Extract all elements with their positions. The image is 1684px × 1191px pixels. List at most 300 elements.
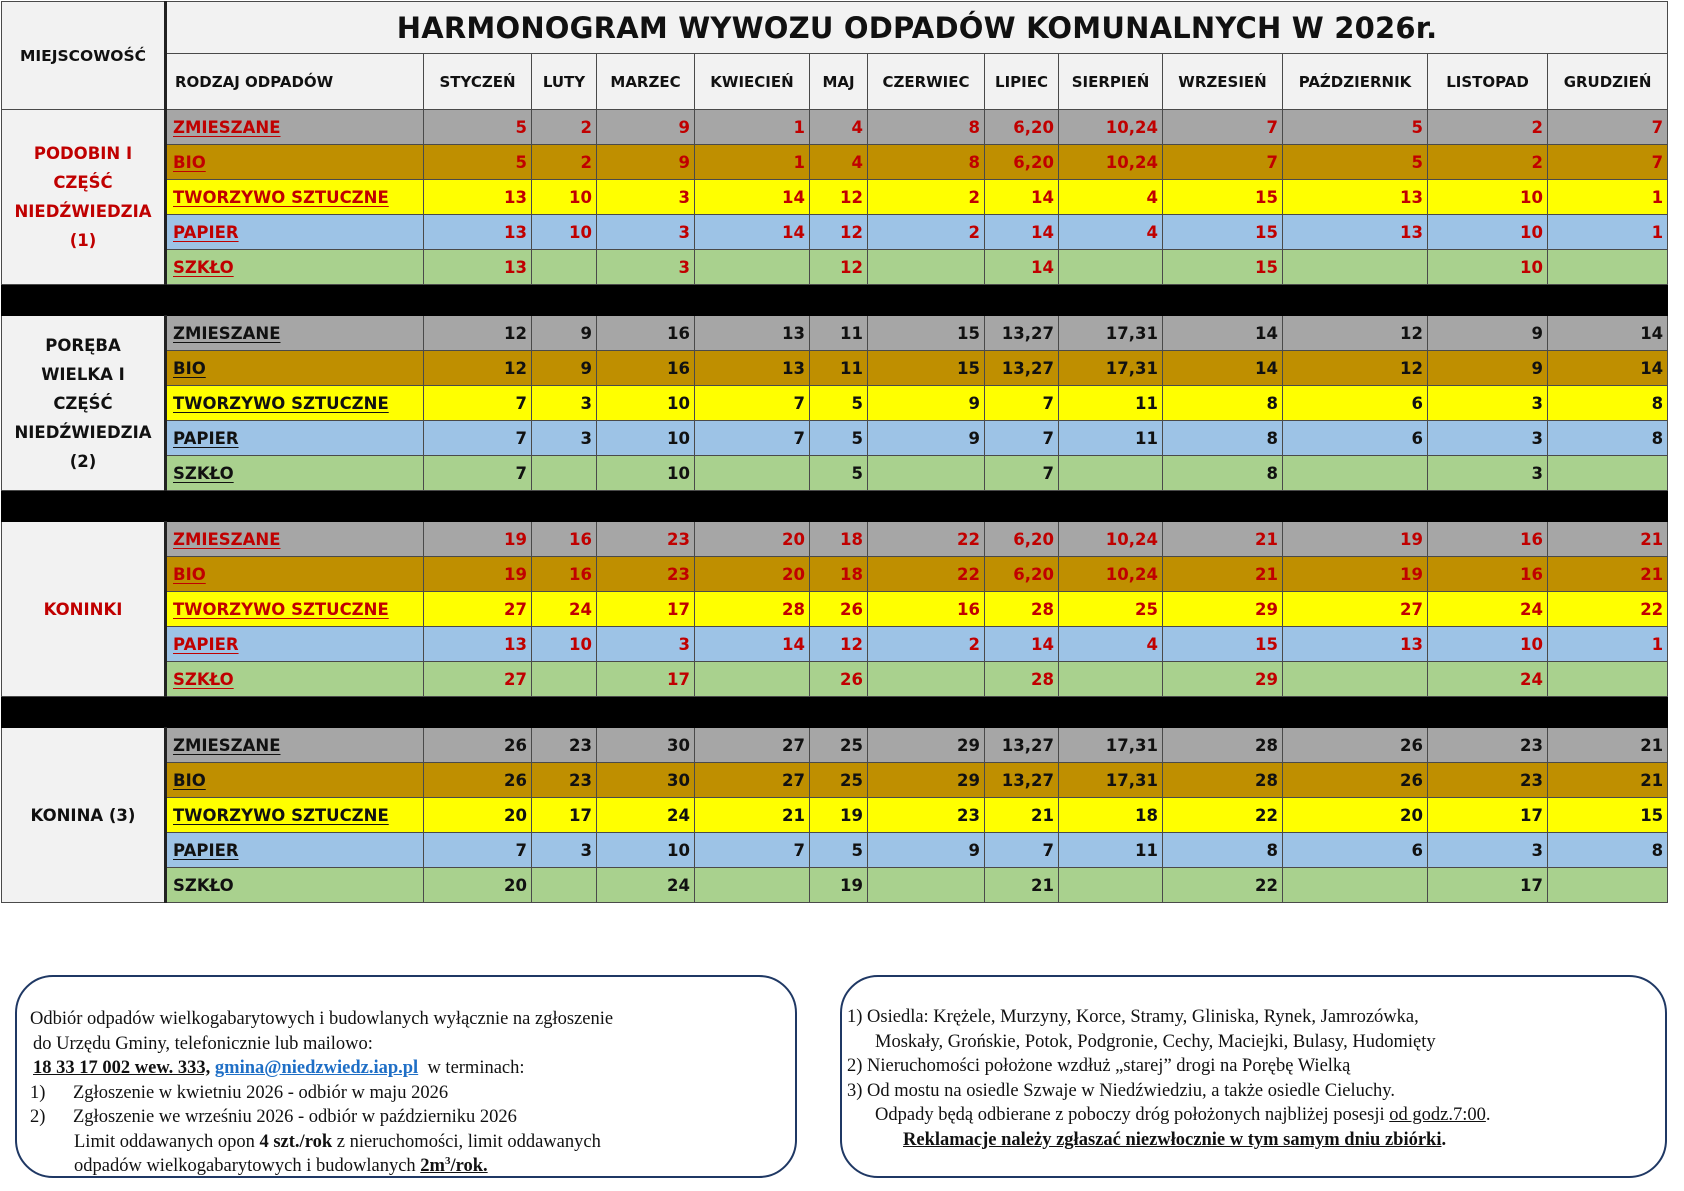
pickup-date-cell: 19 xyxy=(1283,557,1428,592)
complaints-note: Reklamacje należy zgłaszać niezwłocznie w tym samym dniu zbiórki xyxy=(903,1129,1442,1150)
pickup-date-cell: 14 xyxy=(985,180,1059,215)
schedule-row-tworzywo xyxy=(2,798,1668,833)
schedule-row-szklo xyxy=(2,868,1668,903)
pickup-date-cell: 2 xyxy=(868,215,985,250)
pickup-date-cell xyxy=(1283,456,1428,491)
pickup-date-cell: 21 xyxy=(695,798,810,833)
schedule-row-zmieszane xyxy=(2,110,1668,145)
pickup-date-cell: 20 xyxy=(424,868,532,903)
waste-type-cell xyxy=(166,763,424,798)
page-title: HARMONOGRAM WYWOZU ODPADÓW KOMUNALNYCH W 2026r. xyxy=(166,2,1668,54)
pickup-date-cell: 21 xyxy=(1548,728,1668,763)
footnote-1-continued: Moskały, Grońskie, Potok, Podgronie, Cechy, Maciejki, Bulasy, Hudomięty xyxy=(875,1031,1436,1052)
pickup-date-cell: 22 xyxy=(868,557,985,592)
pickup-date-cell: 13,27 xyxy=(985,351,1059,386)
schedule-row-papier xyxy=(2,833,1668,868)
pickup-date-cell: 19 xyxy=(424,522,532,557)
pickup-date-cell: 25 xyxy=(810,728,868,763)
month-header: WRZESIEŃ xyxy=(1163,54,1283,110)
waste-type-label: TWORZYWO SZTUCZNE xyxy=(173,187,389,207)
waste-type-cell xyxy=(166,798,424,833)
pickup-date-cell: 7 xyxy=(424,456,532,491)
pickup-date-cell: 4 xyxy=(1059,215,1163,250)
volume-unit: /rok. xyxy=(450,1156,488,1176)
pickup-date-cell: 7 xyxy=(695,421,810,456)
pickup-date-cell: 5 xyxy=(424,110,532,145)
pickup-date-cell: 19 xyxy=(424,557,532,592)
waste-type-label: TWORZYWO SZTUCZNE xyxy=(173,393,389,413)
pickup-date-cell xyxy=(695,456,810,491)
pickup-date-cell: 27 xyxy=(695,763,810,798)
schedule-row-tworzywo xyxy=(2,180,1668,215)
notice-line: Odbiór odpadów wielkogabarytowych i budowlanych wyłącznie na zgłoszenie xyxy=(30,1009,614,1029)
bulky-waste-notice xyxy=(15,975,797,1178)
pickup-date-cell: 8 xyxy=(1163,456,1283,491)
pickup-date-cell xyxy=(695,662,810,697)
pickup-date-cell: 28 xyxy=(695,592,810,627)
pickup-date-cell: 9 xyxy=(1428,316,1548,351)
waste-type-label: PAPIER xyxy=(173,428,239,448)
pickup-date-cell: 10,24 xyxy=(1059,110,1163,145)
waste-type-label: ZMIESZANE xyxy=(173,117,281,137)
pickup-date-cell: 23 xyxy=(1428,763,1548,798)
list-item: Zgłoszenie we wrześniu 2026 - odbiór w październiku 2026 xyxy=(73,1107,517,1127)
pickup-date-cell xyxy=(532,662,597,697)
waste-type-cell xyxy=(166,592,424,627)
waste-type-label: BIO xyxy=(173,770,206,790)
month-header-row xyxy=(2,54,1668,110)
schedule-body xyxy=(2,110,1668,903)
schedule-row-tworzywo xyxy=(2,386,1668,421)
pickup-date-cell: 4 xyxy=(1059,627,1163,662)
pickup-date-cell: 15 xyxy=(1163,250,1283,285)
pickup-date-cell: 15 xyxy=(868,316,985,351)
schedule-row-bio xyxy=(2,351,1668,386)
pickup-date-cell: 14 xyxy=(1163,351,1283,386)
pickup-date-cell: 2 xyxy=(868,627,985,662)
month-header: KWIECIEŃ xyxy=(695,54,810,110)
pickup-date-cell: 13 xyxy=(695,351,810,386)
month-header: GRUDZIEŃ xyxy=(1548,54,1668,110)
waste-type-label: SZKŁO xyxy=(173,669,234,689)
pickup-date-cell: 7 xyxy=(695,833,810,868)
pickup-date-cell: 23 xyxy=(868,798,985,833)
limit-text: z nieruchomości, limit oddawanych xyxy=(332,1131,601,1152)
limit-text: Limit oddawanych opon xyxy=(74,1131,260,1152)
phone-number: 18 33 17 002 wew. 333, xyxy=(33,1058,211,1078)
pickup-date-cell: 8 xyxy=(868,110,985,145)
month-header: MAJ xyxy=(810,54,868,110)
waste-type-cell xyxy=(166,456,424,491)
waste-type-label: SZKŁO xyxy=(173,875,234,895)
waste-type-label: BIO xyxy=(173,358,206,378)
pickup-date-cell: 2 xyxy=(532,110,597,145)
pickup-date-cell: 3 xyxy=(597,250,695,285)
pickup-date-cell: 23 xyxy=(1428,728,1548,763)
pickup-date-cell: 14 xyxy=(985,250,1059,285)
month-header: LIPIEC xyxy=(985,54,1059,110)
pickup-date-cell: 26 xyxy=(1283,728,1428,763)
pickup-date-cell: 24 xyxy=(597,868,695,903)
pickup-date-cell: 27 xyxy=(424,592,532,627)
pickup-date-cell: 17 xyxy=(597,662,695,697)
pickup-date-cell: 20 xyxy=(424,798,532,833)
pickup-date-cell: 5 xyxy=(424,145,532,180)
pickup-date-cell: 8 xyxy=(1163,421,1283,456)
pickup-date-cell: 26 xyxy=(424,728,532,763)
pickup-date-cell: 7 xyxy=(985,386,1059,421)
schedule-row-zmieszane xyxy=(2,316,1668,351)
pickup-date-cell: 17 xyxy=(1428,868,1548,903)
pickup-date-cell: 24 xyxy=(1428,662,1548,697)
punctuation: . xyxy=(1441,1129,1447,1150)
pickup-date-cell: 5 xyxy=(810,386,868,421)
waste-type-cell xyxy=(166,250,424,285)
pickup-date-cell: 17,31 xyxy=(1059,316,1163,351)
pickup-date-cell: 2 xyxy=(1428,145,1548,180)
pickup-date-cell: 1 xyxy=(1548,215,1668,250)
pickup-date-cell: 10,24 xyxy=(1059,522,1163,557)
pickup-date-cell: 12 xyxy=(424,351,532,386)
pickup-date-cell: 28 xyxy=(985,592,1059,627)
pickup-date-cell: 5 xyxy=(1283,110,1428,145)
pickup-date-cell: 14 xyxy=(695,180,810,215)
pickup-date-cell xyxy=(532,868,597,903)
pickup-date-cell: 7 xyxy=(424,421,532,456)
schedule-row-tworzywo xyxy=(2,592,1668,627)
location-name: KONINKI xyxy=(2,522,166,697)
pickup-date-cell xyxy=(1548,250,1668,285)
pickup-date-cell: 24 xyxy=(532,592,597,627)
pickup-date-cell: 14 xyxy=(695,627,810,662)
pickup-date-cell xyxy=(868,868,985,903)
pickup-date-cell: 3 xyxy=(532,833,597,868)
pickup-date-cell: 9 xyxy=(868,386,985,421)
pickup-date-cell: 10 xyxy=(1428,627,1548,662)
pickup-date-cell: 11 xyxy=(1059,833,1163,868)
pickup-date-cell: 10 xyxy=(597,421,695,456)
pickup-date-cell: 26 xyxy=(810,592,868,627)
section-separator xyxy=(2,285,1668,316)
pickup-date-cell: 12 xyxy=(810,627,868,662)
waste-type-label: SZKŁO xyxy=(173,257,234,277)
pickup-date-cell: 16 xyxy=(868,592,985,627)
pickup-date-cell xyxy=(1059,868,1163,903)
notice-line: w terminach: xyxy=(427,1058,525,1078)
pickup-date-cell xyxy=(1548,868,1668,903)
section-separator xyxy=(2,491,1668,522)
pickup-date-cell: 23 xyxy=(532,763,597,798)
pickup-date-cell: 10 xyxy=(532,627,597,662)
pickup-date-cell: 9 xyxy=(1428,351,1548,386)
list-number: 1) xyxy=(30,1082,46,1103)
pickup-date-cell: 12 xyxy=(424,316,532,351)
waste-type-cell xyxy=(166,662,424,697)
pickup-date-cell: 12 xyxy=(810,215,868,250)
pickup-date-cell: 7 xyxy=(1548,145,1668,180)
location-name: PORĘBA WIELKA I CZĘŚĆ NIEDŹWIEDZIA (2) xyxy=(2,316,166,491)
location-name: KONINA (3) xyxy=(2,728,166,903)
waste-type-cell xyxy=(166,833,424,868)
pickup-date-cell: 13,27 xyxy=(985,728,1059,763)
volume-value: 2m xyxy=(420,1156,445,1176)
pickup-date-cell xyxy=(695,250,810,285)
pickup-date-cell: 8 xyxy=(868,145,985,180)
pickup-date-cell: 29 xyxy=(1163,662,1283,697)
waste-type-label: SZKŁO xyxy=(173,463,234,483)
waste-type-cell xyxy=(166,522,424,557)
pickup-date-cell: 14 xyxy=(985,627,1059,662)
pickup-date-cell: 9 xyxy=(597,110,695,145)
pickup-date-cell: 12 xyxy=(810,250,868,285)
month-header: SIERPIEŃ xyxy=(1059,54,1163,110)
pickup-date-cell: 30 xyxy=(597,763,695,798)
pickup-date-cell: 27 xyxy=(1283,592,1428,627)
pickup-date-cell: 21 xyxy=(1163,522,1283,557)
pickup-date-cell: 3 xyxy=(532,386,597,421)
month-header: MARZEC xyxy=(597,54,695,110)
pickup-date-cell xyxy=(1548,662,1668,697)
pickup-date-cell xyxy=(1059,662,1163,697)
pickup-date-cell: 2 xyxy=(1428,110,1548,145)
pickup-date-cell xyxy=(868,456,985,491)
pickup-date-cell: 30 xyxy=(597,728,695,763)
pickup-date-cell: 10 xyxy=(1428,215,1548,250)
pickup-date-cell: 29 xyxy=(868,728,985,763)
pickup-date-cell: 21 xyxy=(1548,763,1668,798)
pickup-date-cell xyxy=(868,250,985,285)
pickup-date-cell: 28 xyxy=(1163,728,1283,763)
location-name: PODOBIN I CZĘŚĆ NIEDŹWIEDZIA (1) xyxy=(2,110,166,285)
pickup-date-cell: 3 xyxy=(597,180,695,215)
pickup-date-cell: 29 xyxy=(868,763,985,798)
schedule-row-bio xyxy=(2,763,1668,798)
pickup-date-cell: 9 xyxy=(868,833,985,868)
pickup-date-cell: 21 xyxy=(1163,557,1283,592)
punctuation: . xyxy=(1485,1105,1491,1125)
pickup-date-cell: 12 xyxy=(1283,351,1428,386)
pickup-date-cell: 10,24 xyxy=(1059,557,1163,592)
separator-band xyxy=(2,491,1668,522)
pickup-date-cell: 19 xyxy=(1283,522,1428,557)
waste-type-label: ZMIESZANE xyxy=(173,529,281,549)
month-header: CZERWIEC xyxy=(868,54,985,110)
pickup-date-cell: 16 xyxy=(597,316,695,351)
pickup-date-cell: 3 xyxy=(1428,833,1548,868)
waste-type-label: TWORZYWO SZTUCZNE xyxy=(173,599,389,619)
pickup-date-cell: 6,20 xyxy=(985,110,1059,145)
pickup-date-cell: 11 xyxy=(810,316,868,351)
pickup-date-cell: 20 xyxy=(695,522,810,557)
month-header: LISTOPAD xyxy=(1428,54,1548,110)
pickup-date-cell: 16 xyxy=(532,557,597,592)
pickup-date-cell: 23 xyxy=(597,557,695,592)
schedule-row-szklo xyxy=(2,662,1668,697)
pickup-date-cell: 17 xyxy=(597,592,695,627)
pickup-date-cell: 8 xyxy=(1163,833,1283,868)
pickup-date-cell: 7 xyxy=(424,833,532,868)
pickup-date-cell: 4 xyxy=(810,110,868,145)
pickup-date-cell: 13 xyxy=(424,215,532,250)
pickup-date-cell: 13,27 xyxy=(985,763,1059,798)
waste-type-label: PAPIER xyxy=(173,634,239,654)
pickup-date-cell: 8 xyxy=(1163,386,1283,421)
waste-type-column-header: RODZAJ ODPADÓW xyxy=(166,54,424,110)
pickup-date-cell xyxy=(1059,456,1163,491)
pickup-date-cell: 12 xyxy=(810,180,868,215)
email-link[interactable]: gmina@niedzwiedz.iap.pl xyxy=(214,1058,419,1078)
pickup-date-cell: 5 xyxy=(810,421,868,456)
pickup-date-cell: 21 xyxy=(1548,557,1668,592)
footnotes-box xyxy=(840,975,1667,1178)
pickup-date-cell: 13 xyxy=(424,250,532,285)
location-column-header: MIEJSCOWOŚĆ xyxy=(2,2,166,110)
waste-type-cell xyxy=(166,145,424,180)
tire-limit: 4 szt./rok xyxy=(259,1131,333,1152)
schedule-row-szklo xyxy=(2,456,1668,491)
pickup-date-cell: 21 xyxy=(985,798,1059,833)
pickup-date-cell xyxy=(532,250,597,285)
pickup-date-cell: 3 xyxy=(597,215,695,250)
pickup-date-cell: 28 xyxy=(1163,763,1283,798)
section-separator xyxy=(2,697,1668,728)
waste-type-cell xyxy=(166,728,424,763)
pickup-date-cell: 6 xyxy=(1283,421,1428,456)
pickup-date-cell: 17,31 xyxy=(1059,728,1163,763)
pickup-date-cell: 9 xyxy=(532,351,597,386)
pickup-date-cell: 13 xyxy=(695,316,810,351)
volume-limit xyxy=(420,1156,487,1176)
month-header: LUTY xyxy=(532,54,597,110)
schedule-row-papier xyxy=(2,215,1668,250)
pickup-date-cell xyxy=(695,868,810,903)
waste-type-cell xyxy=(166,868,424,903)
waste-type-cell xyxy=(166,557,424,592)
pickup-date-cell xyxy=(1059,250,1163,285)
schedule-table xyxy=(1,1,1668,903)
pickup-date-cell: 9 xyxy=(868,421,985,456)
pickup-date-cell xyxy=(532,456,597,491)
waste-type-label: BIO xyxy=(173,564,206,584)
pickup-date-cell: 13 xyxy=(1283,180,1428,215)
pickup-date-cell: 10 xyxy=(1428,250,1548,285)
pickup-date-cell: 15 xyxy=(1548,798,1668,833)
pickup-date-cell: 15 xyxy=(1163,180,1283,215)
pickup-date-cell: 5 xyxy=(810,456,868,491)
pickup-date-cell: 22 xyxy=(1163,798,1283,833)
pickup-date-cell: 28 xyxy=(985,662,1059,697)
schedule-row-bio xyxy=(2,145,1668,180)
waste-type-label: TWORZYWO SZTUCZNE xyxy=(173,805,389,825)
pickup-date-cell: 6,20 xyxy=(985,145,1059,180)
pickup-date-cell: 10 xyxy=(597,456,695,491)
pickup-date-cell: 13 xyxy=(1283,215,1428,250)
pickup-date-cell: 14 xyxy=(695,215,810,250)
pickup-date-cell: 3 xyxy=(1428,386,1548,421)
pickup-date-cell: 27 xyxy=(424,662,532,697)
waste-type-label: BIO xyxy=(173,152,206,172)
pickup-date-cell: 17 xyxy=(1428,798,1548,833)
schedule-row-papier xyxy=(2,627,1668,662)
pickup-date-cell: 7 xyxy=(1163,110,1283,145)
pickup-date-cell: 22 xyxy=(868,522,985,557)
pickup-date-cell: 7 xyxy=(1548,110,1668,145)
pickup-date-cell: 7 xyxy=(695,386,810,421)
schedule-row-szklo xyxy=(2,250,1668,285)
pickup-date-cell: 7 xyxy=(985,456,1059,491)
pickup-date-cell: 13 xyxy=(424,627,532,662)
pickup-date-cell xyxy=(1548,456,1668,491)
waste-type-label: ZMIESZANE xyxy=(173,735,281,755)
pickup-date-cell: 5 xyxy=(1283,145,1428,180)
pickup-date-cell xyxy=(1283,250,1428,285)
pickup-date-cell: 15 xyxy=(868,351,985,386)
pickup-date-cell: 13 xyxy=(424,180,532,215)
pickup-date-cell: 7 xyxy=(985,421,1059,456)
pickup-date-cell: 11 xyxy=(810,351,868,386)
pickup-date-cell: 19 xyxy=(810,868,868,903)
pickup-date-cell: 1 xyxy=(695,110,810,145)
pickup-date-cell: 17,31 xyxy=(1059,763,1163,798)
footnote-3: 3) Od mostu na osiedle Szwaje w Niedźwiedziu, a także osiedle Cieluchy. xyxy=(847,1080,1395,1101)
schedule-row-zmieszane xyxy=(2,728,1668,763)
pickup-date-cell: 18 xyxy=(810,557,868,592)
volume-exponent: 3 xyxy=(444,1154,451,1167)
pickup-date-cell: 5 xyxy=(810,833,868,868)
pickup-date-cell: 12 xyxy=(1283,316,1428,351)
pickup-date-cell: 9 xyxy=(532,316,597,351)
pickup-date-cell: 21 xyxy=(985,868,1059,903)
pickup-date-cell: 10 xyxy=(1428,180,1548,215)
pickup-date-cell: 16 xyxy=(1428,522,1548,557)
pickup-date-cell: 26 xyxy=(1283,763,1428,798)
pickup-date-cell: 14 xyxy=(1163,316,1283,351)
pickup-date-cell: 6 xyxy=(1283,833,1428,868)
schedule-row-papier xyxy=(2,421,1668,456)
pickup-date-cell: 6,20 xyxy=(985,522,1059,557)
pickup-date-cell: 11 xyxy=(1059,386,1163,421)
pickup-date-cell: 10,24 xyxy=(1059,145,1163,180)
pickup-date-cell xyxy=(1283,868,1428,903)
separator-band xyxy=(2,285,1668,316)
pickup-date-cell: 23 xyxy=(597,522,695,557)
pickup-date-cell: 20 xyxy=(1283,798,1428,833)
pickup-date-cell: 8 xyxy=(1548,421,1668,456)
list-number: 2) xyxy=(30,1107,46,1127)
pickup-date-cell: 2 xyxy=(868,180,985,215)
pickup-date-cell: 14 xyxy=(1548,316,1668,351)
schedule-row-zmieszane xyxy=(2,522,1668,557)
pickup-date-cell: 15 xyxy=(1163,627,1283,662)
pickup-date-cell: 6 xyxy=(1283,386,1428,421)
schedule-row-bio xyxy=(2,557,1668,592)
separator-band xyxy=(2,697,1668,728)
pickup-date-cell: 18 xyxy=(1059,798,1163,833)
pickup-date-cell: 16 xyxy=(597,351,695,386)
pickup-date-cell: 16 xyxy=(1428,557,1548,592)
waste-type-cell xyxy=(166,316,424,351)
pickup-date-cell: 1 xyxy=(1548,627,1668,662)
footnote-2: 2) Nieruchomości położone wzdłuż „starej” drogi na Porębę Wielką xyxy=(847,1056,1351,1076)
pickup-date-cell: 10 xyxy=(597,386,695,421)
pickup-date-cell: 10 xyxy=(532,215,597,250)
pickup-date-cell: 18 xyxy=(810,522,868,557)
pickup-date-cell: 22 xyxy=(1163,868,1283,903)
pickup-date-cell: 23 xyxy=(532,728,597,763)
pickup-time-note: Odpady będą odbierane z poboczy dróg położonych najbliżej posesji xyxy=(875,1105,1390,1125)
pickup-date-cell: 7 xyxy=(424,386,532,421)
pickup-date-cell: 7 xyxy=(985,833,1059,868)
